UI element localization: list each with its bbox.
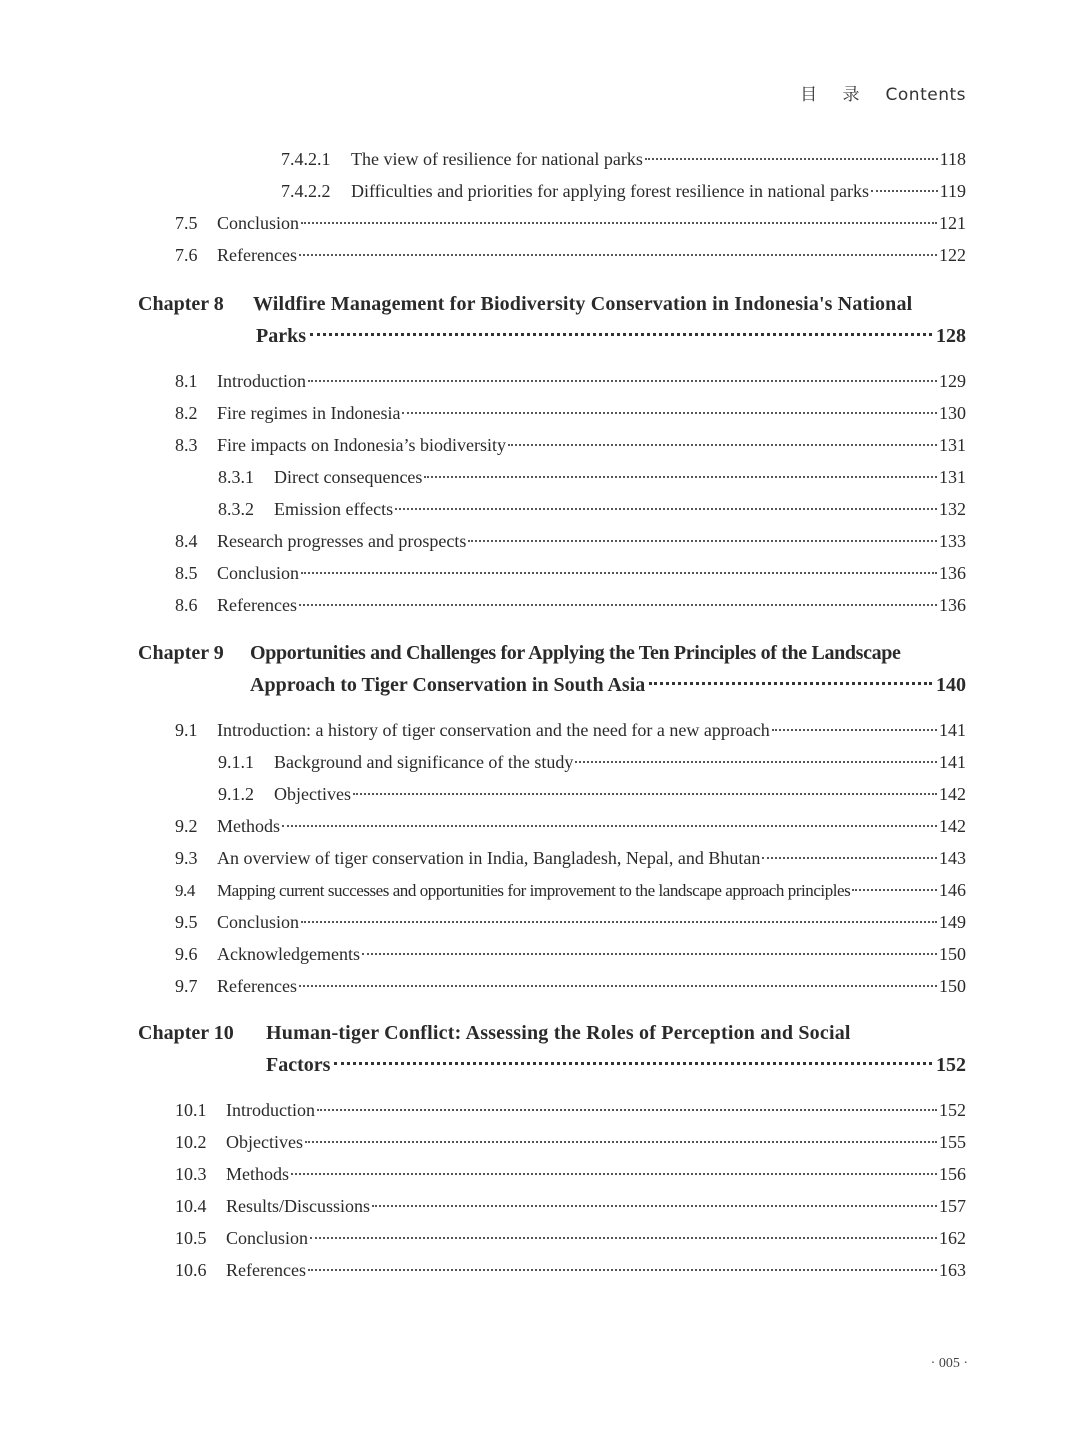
dot-leader	[310, 1237, 937, 1239]
dot-leader	[305, 1141, 937, 1143]
toc-entry-7-4-2-2[interactable]	[281, 180, 966, 202]
toc-entry-8-4[interactable]	[175, 530, 966, 552]
entry-page: 141	[939, 720, 966, 740]
running-head-chinese: 目 录	[800, 85, 870, 105]
entry-page: 162	[939, 1228, 966, 1248]
dot-leader	[353, 793, 937, 795]
entry-title: An overview of tiger conservation in India, Bangladesh, Nepal, and Bhutan	[217, 848, 761, 868]
chapter-title-line1: Human-tiger Conflict: Assessing the Roles of Perception and Social	[266, 1022, 851, 1044]
entry-number: 10.1	[175, 1100, 207, 1120]
entry-page: 142	[939, 784, 966, 804]
dot-leader	[301, 572, 937, 574]
entry-page: 143	[939, 848, 966, 868]
entry-number: 8.2	[175, 403, 198, 423]
entry-number: 10.6	[175, 1260, 207, 1280]
entry-page: 155	[939, 1132, 966, 1152]
entry-number: 9.5	[175, 912, 198, 932]
dot-leader	[468, 540, 937, 542]
toc-entry-9-7[interactable]	[175, 975, 966, 997]
chapter-title-line2	[256, 320, 966, 352]
entry-title: Introduction	[226, 1100, 315, 1120]
entry-page: 131	[939, 467, 966, 487]
toc-entry-9-2[interactable]	[175, 815, 966, 837]
dot-leader	[649, 682, 932, 685]
dot-leader	[362, 953, 937, 955]
chapter-heading-9[interactable]	[138, 637, 966, 701]
entry-page: 152	[939, 1100, 966, 1120]
dot-leader	[762, 857, 937, 859]
entry-title: Conclusion	[217, 213, 300, 233]
toc-entry-10-5[interactable]	[175, 1227, 966, 1249]
entry-title: References	[217, 245, 297, 265]
entry-number: 8.4	[175, 531, 198, 551]
toc-entry-8-3-2[interactable]	[218, 498, 966, 520]
chapter-label: Chapter 9	[138, 642, 224, 664]
entry-number: 8.3	[175, 435, 198, 455]
chapter-title-continued: Factors	[266, 1054, 331, 1076]
dot-leader	[301, 222, 937, 224]
chapter-label: Chapter 8	[138, 293, 224, 315]
dot-leader	[645, 158, 938, 160]
chapter-title-line2	[250, 669, 966, 701]
toc-entry-9-1-1[interactable]	[218, 751, 966, 773]
entry-number: 9.1.2	[218, 784, 254, 804]
entry-number: 7.5	[175, 213, 198, 233]
dot-leader	[310, 333, 932, 336]
entry-page: 163	[939, 1260, 966, 1280]
dot-leader	[508, 444, 937, 446]
entry-page: 157	[939, 1196, 966, 1216]
entry-number: 9.3	[175, 848, 198, 868]
running-head	[800, 80, 966, 105]
toc-entry-9-6[interactable]	[175, 943, 966, 965]
entry-title: Research progresses and prospects	[217, 531, 467, 551]
entry-number: 10.4	[175, 1196, 207, 1216]
dot-leader	[317, 1109, 937, 1111]
entry-number: 7.4.2.2	[281, 181, 331, 201]
chapter-page: 140	[936, 674, 966, 696]
entry-number: 10.5	[175, 1228, 207, 1248]
toc-entry-10-3[interactable]	[175, 1163, 966, 1185]
entry-page: 136	[939, 563, 966, 583]
chapter-title-continued: Parks	[256, 325, 306, 347]
entry-page: 131	[939, 435, 966, 455]
toc-entry-9-1[interactable]	[175, 719, 966, 741]
entry-number: 9.2	[175, 816, 198, 836]
entry-title: Direct consequences	[274, 467, 423, 487]
dot-leader	[424, 476, 937, 478]
chapter-title-line1: Opportunities and Challenges for Applying the Ten Principles of the Landscape	[250, 642, 901, 664]
toc-entry-10-1[interactable]	[175, 1099, 966, 1121]
entry-number: 7.6	[175, 245, 198, 265]
entry-title: The view of resilience for national parks	[351, 149, 643, 169]
entry-page: 129	[939, 371, 966, 391]
toc-entry-9-1-2[interactable]	[218, 783, 966, 805]
entry-page: 156	[939, 1164, 966, 1184]
toc-entry-8-5[interactable]	[175, 562, 966, 584]
entry-number: 10.2	[175, 1132, 207, 1152]
entry-title: Fire regimes in Indonesia	[217, 403, 401, 423]
chapter-title-line1: Wildfire Management for Biodiversity Conservation in Indonesia's National	[253, 293, 913, 315]
entry-number: 8.3.2	[218, 499, 254, 519]
toc-entry-7-6[interactable]	[175, 244, 966, 266]
toc-entry-8-6[interactable]	[175, 594, 966, 616]
entry-page: 121	[939, 213, 966, 233]
dot-leader	[372, 1205, 937, 1207]
entry-page: 122	[939, 245, 966, 265]
entry-number: 8.3.1	[218, 467, 254, 487]
entry-number: 9.1	[175, 720, 198, 740]
chapter-page: 152	[936, 1054, 966, 1076]
entry-number: 9.7	[175, 976, 198, 996]
entry-title: Introduction	[217, 371, 306, 391]
toc-entry-8-3-1[interactable]	[218, 466, 966, 488]
running-head-english: Contents	[885, 85, 966, 105]
dot-leader	[291, 1173, 937, 1175]
toc-entry-7-4-2-1[interactable]	[281, 148, 966, 170]
entry-number: 7.4.2.1	[281, 149, 331, 169]
toc-entry-9-3[interactable]	[175, 847, 966, 869]
dot-leader	[395, 508, 937, 510]
entry-page: 150	[939, 976, 966, 996]
chapter-heading-10[interactable]	[138, 1017, 966, 1081]
toc-entry-8-1[interactable]	[175, 370, 966, 392]
entry-page: 150	[939, 944, 966, 964]
dot-leader	[402, 412, 937, 414]
chapter-title-continued: Approach to Tiger Conservation in South Asia	[250, 674, 646, 696]
entry-number: 8.5	[175, 563, 198, 583]
dot-leader	[301, 921, 937, 923]
entry-number: 10.3	[175, 1164, 207, 1184]
entry-page: 132	[939, 499, 966, 519]
entry-title: Acknowledgements	[217, 944, 360, 964]
dot-leader	[852, 889, 937, 891]
entry-page: 118	[939, 149, 966, 169]
dot-leader	[334, 1062, 932, 1065]
chapter-heading-8[interactable]	[138, 288, 966, 352]
chapter-label: Chapter 10	[138, 1022, 234, 1044]
entry-title: Emission effects	[274, 499, 394, 519]
entry-page: 133	[939, 531, 966, 551]
dot-leader	[308, 380, 937, 382]
entry-title: References	[217, 595, 297, 615]
dot-leader	[299, 604, 937, 606]
dot-leader	[308, 1269, 937, 1271]
entry-page: 142	[939, 816, 966, 836]
dot-leader	[299, 985, 937, 987]
toc-entry-10-6[interactable]	[175, 1259, 966, 1281]
entry-page: 149	[939, 912, 966, 932]
toc-entry-8-2[interactable]	[175, 402, 966, 424]
entry-number: 8.1	[175, 371, 198, 391]
entry-title: Methods	[217, 816, 280, 836]
entry-title: Mapping current successes and opportunities for improvement to the landscape approach principles	[217, 881, 851, 900]
entry-page: 136	[939, 595, 966, 615]
entry-number: 9.6	[175, 944, 198, 964]
dot-leader	[772, 729, 937, 731]
entry-title: Conclusion	[226, 1228, 309, 1248]
entry-number: 9.4	[175, 881, 195, 900]
toc-entry-7-5[interactable]	[175, 212, 966, 234]
entry-title: Objectives	[274, 784, 351, 804]
entry-title: Introduction: a history of tiger conservation and the need for a new approach	[217, 720, 770, 740]
entry-number: 8.6	[175, 595, 198, 615]
dot-leader	[871, 190, 938, 192]
entry-title: Fire impacts on Indonesia’s biodiversity	[217, 435, 506, 455]
toc-entry-8-3[interactable]	[175, 434, 966, 456]
dot-leader	[575, 761, 937, 763]
entry-title: Background and significance of the study	[274, 752, 574, 772]
toc-entry-9-5[interactable]	[175, 911, 966, 933]
entry-title: Results/Discussions	[226, 1196, 371, 1216]
entry-title: Difficulties and priorities for applying forest resilience in national parks	[351, 181, 870, 201]
entry-title: Objectives	[226, 1132, 303, 1152]
entry-title: References	[226, 1260, 306, 1280]
dot-leader	[299, 254, 937, 256]
toc-entry-9-4[interactable]	[175, 879, 966, 902]
entry-page: 119	[939, 181, 966, 201]
chapter-title-line2	[266, 1049, 966, 1081]
toc-entry-10-2[interactable]	[175, 1131, 966, 1153]
entry-page: 141	[939, 752, 966, 772]
entry-title: Methods	[226, 1164, 289, 1184]
entry-title: Conclusion	[217, 912, 300, 932]
entry-title: Conclusion	[217, 563, 300, 583]
page-number: · 005 ·	[930, 1356, 968, 1371]
entry-page: 146	[939, 880, 966, 900]
entry-title: References	[217, 976, 297, 996]
entry-page: 130	[939, 403, 966, 423]
toc-entry-10-4[interactable]	[175, 1195, 966, 1217]
chapter-page: 128	[936, 325, 966, 347]
dot-leader	[282, 825, 937, 827]
entry-number: 9.1.1	[218, 752, 254, 772]
